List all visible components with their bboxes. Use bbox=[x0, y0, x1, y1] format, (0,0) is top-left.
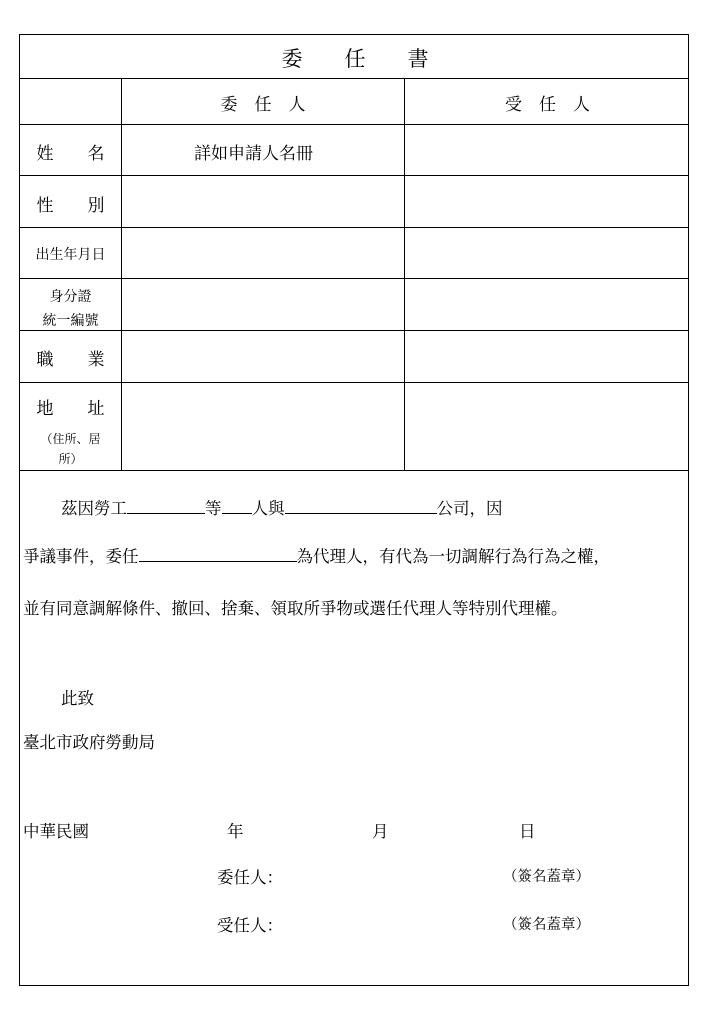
paragraph-line-2 bbox=[23, 543, 610, 567]
birthdate-label: 出生年月日 bbox=[35, 247, 106, 263]
address-sublabel-line2: 所） bbox=[58, 452, 83, 466]
gender-label: 性 別 bbox=[36, 196, 105, 216]
salutation: 此致 bbox=[61, 689, 94, 708]
p1-text-d: 公司，因 bbox=[436, 499, 503, 518]
principal-signature-label: 委任人： bbox=[217, 868, 283, 887]
id-label-line2: 統一編號 bbox=[42, 313, 99, 329]
p2-text-b: 為代理人，有代為一切調解行為行為之權， bbox=[296, 547, 610, 566]
label-column-divider bbox=[121, 78, 122, 470]
id-label-line1: 身分證 bbox=[49, 289, 92, 305]
agent-signature-label: 受任人： bbox=[217, 916, 283, 935]
company-name-blank[interactable] bbox=[285, 496, 437, 514]
principal-header: 委 任 人 bbox=[220, 95, 306, 115]
date-year-label: 年 bbox=[227, 822, 244, 841]
p1-text-a: 茲因勞工 bbox=[61, 499, 127, 518]
date-day-label: 日 bbox=[519, 822, 536, 841]
table-bottom-divider bbox=[20, 470, 688, 471]
principal-name-value: 詳如申請人名冊 bbox=[194, 144, 313, 164]
principal-signature-note: （簽名蓋章） bbox=[503, 869, 590, 885]
name-label: 姓 名 bbox=[36, 144, 105, 164]
agent-name-blank[interactable] bbox=[139, 544, 297, 562]
form-title: 委 任 書 bbox=[281, 47, 429, 71]
party-column-divider bbox=[404, 78, 405, 470]
recipient: 臺北市政府勞動局 bbox=[23, 733, 155, 752]
agent-header: 受 任 人 bbox=[505, 95, 590, 115]
p1-text-c: 人與 bbox=[251, 499, 285, 518]
address-sublabel-line1: （住所、居 bbox=[40, 432, 101, 446]
power-of-attorney-form bbox=[19, 34, 689, 986]
paragraph-line-1 bbox=[61, 495, 503, 519]
occupation-label: 職 業 bbox=[36, 350, 105, 370]
p1-text-b: 等 bbox=[205, 499, 222, 518]
p2-text-a: 爭議事件，委任 bbox=[23, 547, 139, 566]
paragraph-line-3: 並有同意調解條件、撤回、捨棄、領取所爭物或選任代理人等特別代理權。 bbox=[23, 599, 568, 618]
agent-signature-note: （簽名蓋章） bbox=[503, 917, 590, 933]
worker-name-blank[interactable] bbox=[127, 496, 205, 514]
address-label: 地 址 bbox=[36, 399, 105, 419]
date-month-label: 月 bbox=[372, 822, 389, 841]
worker-count-blank[interactable] bbox=[222, 496, 252, 514]
date-era: 中華民國 bbox=[23, 822, 89, 841]
